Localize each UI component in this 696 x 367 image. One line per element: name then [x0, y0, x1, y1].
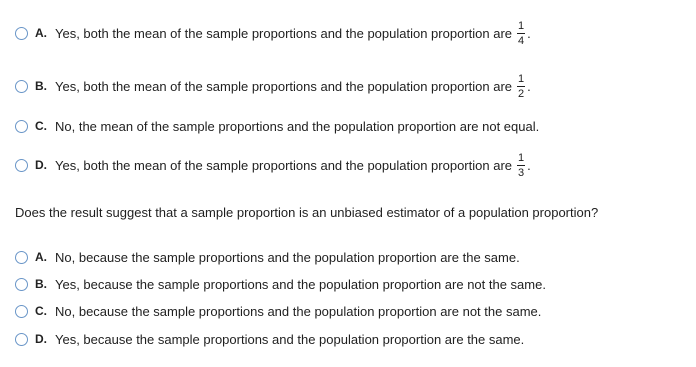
q1-option-c[interactable]: [15, 115, 539, 137]
option-letter: D.: [35, 332, 47, 346]
option-letter: B.: [35, 79, 47, 93]
radio-button[interactable]: [15, 278, 28, 291]
period: .: [527, 79, 531, 94]
radio-button[interactable]: [15, 159, 28, 172]
radio-button[interactable]: [15, 27, 28, 40]
q2-option-b[interactable]: [15, 273, 546, 295]
fraction-bar: [517, 86, 525, 87]
radio-button[interactable]: [15, 333, 28, 346]
option-letter: A.: [35, 250, 47, 264]
radio-button[interactable]: [15, 80, 28, 93]
option-text: Yes, both the mean of the sample proportions and the population proportion are: [55, 78, 512, 94]
option-text: Yes, because the sample proportions and the population proportion are the same.: [55, 331, 525, 347]
radio-button[interactable]: [15, 251, 28, 264]
option-letter: A.: [35, 26, 47, 40]
option-text: No, the mean of the sample proportions and the population proportion are not equal.: [55, 118, 540, 134]
fraction-denominator: 4: [518, 34, 525, 47]
period: .: [527, 158, 531, 173]
option-text: No, because the sample proportions and the population proportion are the same.: [55, 249, 520, 265]
q1-option-a[interactable]: [15, 19, 531, 47]
period: .: [527, 26, 531, 41]
q1-option-d[interactable]: [15, 151, 531, 179]
fraction-bar: [517, 165, 525, 166]
fraction-denominator: 3: [518, 166, 525, 179]
fraction-denominator: 2: [518, 87, 525, 100]
q2-option-d[interactable]: [15, 328, 524, 350]
fraction-numerator: 1: [518, 72, 525, 85]
option-text: Yes, both the mean of the sample proportions and the population proportion are: [55, 157, 512, 173]
fraction: [516, 73, 526, 100]
option-letter: B.: [35, 277, 47, 291]
question-prompt: Does the result suggest that a sample proportion is an unbiased estimator of a population proportion?: [15, 205, 599, 220]
q1-option-b[interactable]: [15, 72, 531, 100]
q2-option-a[interactable]: [15, 246, 520, 268]
radio-button[interactable]: [15, 305, 28, 318]
fraction-bar: [517, 33, 525, 34]
option-letter: C.: [35, 119, 47, 133]
radio-button[interactable]: [15, 120, 28, 133]
fraction: [516, 20, 526, 47]
fraction-numerator: 1: [518, 151, 525, 164]
option-letter: D.: [35, 158, 47, 172]
option-text: No, because the sample proportions and the population proportion are not the same.: [55, 303, 542, 319]
fraction: [516, 152, 526, 179]
option-text: Yes, both the mean of the sample proportions and the population proportion are: [55, 25, 512, 41]
q2-option-c[interactable]: [15, 300, 541, 322]
option-text: Yes, because the sample proportions and the population proportion are not the same.: [55, 276, 546, 292]
option-letter: C.: [35, 304, 47, 318]
fraction-numerator: 1: [518, 19, 525, 32]
